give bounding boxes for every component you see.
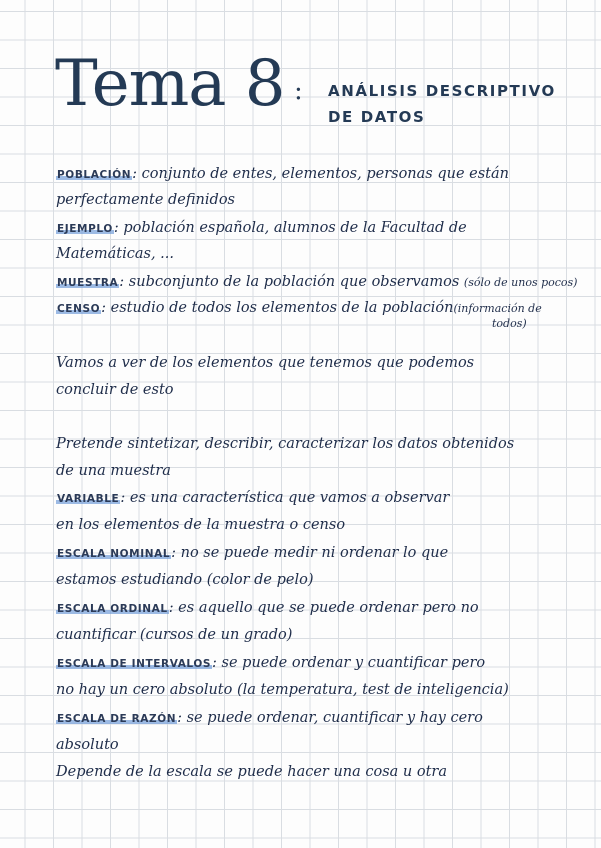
keyword-escala-ordinal: ESCALA ORDINAL [57,603,168,615]
note-muestra [56,272,577,293]
note-pretende-line2: de una muestra [56,463,171,479]
keyword-muestra: MUESTRA [57,277,119,289]
note-ordinal [56,598,479,619]
keyword-escala-nominal: ESCALA NOMINAL [57,548,171,560]
note-pretende-line1: Pretende sintetizar, describir, caracterizar los datos obtenidos [56,436,515,452]
note-poblacion-cont: perfectamente definidos [56,192,235,208]
definition-escala-ordinal: : es aquello que se puede ordenar pero no [168,600,479,616]
keyword-variable: VARIABLE [57,493,120,505]
keyword-ejemplo: EJEMPLO [57,223,113,235]
definition-variable: : es una característica que vamos a observar [120,490,450,506]
definition-escala-intervalos: : se puede ordenar y cuantificar pero [212,655,486,671]
keyword-poblacion: POBLACIÓN [57,169,132,181]
note-vamos-line1: Vamos a ver de los elementos que tenemos que podemos [56,355,475,371]
note-vamos-line2: concluir de esto [56,382,174,398]
note-nominal [56,543,448,564]
title-subtitle-line1: ANÁLISIS DESCRIPTIVO [328,82,556,100]
note-poblacion [56,164,509,185]
note-censo [56,298,542,319]
aside-censo: (información de [453,302,542,315]
definition-censo: : estudio de todos los elementos de la población [101,300,454,316]
title-subtitle-line2: DE DATOS [328,108,426,126]
note-ejemplo-cont: Matemáticas, ... [56,246,175,262]
note-intervalos-cont: no hay un cero absoluto (la temperatura, test de inteligencia) [56,682,509,698]
definition-poblacion: : conjunto de entes, elementos, personas que están [132,166,509,182]
aside-muestra: (sólo de unos pocos) [463,276,578,289]
note-ejemplo [56,218,467,239]
definition-ejemplo: : población española, alumnos de la Facultad de [113,220,467,236]
title-colon: : [294,76,303,106]
note-razon [56,708,483,729]
keyword-censo: CENSO [57,303,101,315]
note-depende: Depende de la escala se puede hacer una cosa u otra [56,764,448,780]
aside-censo-cont: todos) [492,317,527,330]
note-variable [56,488,449,509]
note-razon-cont: absoluto [56,737,119,753]
note-nominal-cont: estamos estudiando (color de pelo) [56,572,314,588]
note-variable-cont: en los elementos de la muestra o censo [56,517,346,533]
definition-muestra: : subconjunto de la población que observamos [119,274,460,290]
keyword-escala-intervalos: ESCALA DE INTERVALOS [57,658,212,670]
definition-escala-razon: : se puede ordenar, cuantificar y hay cero [177,710,483,726]
note-intervalos [56,653,485,674]
note-ordinal-cont: cuantificar (cursos de un grado) [56,627,293,643]
definition-escala-nominal: : no se puede medir ni ordenar lo que [171,545,449,561]
keyword-escala-razon: ESCALA DE RAZÓN [57,713,177,725]
page-title: Tema 8 [55,47,285,121]
